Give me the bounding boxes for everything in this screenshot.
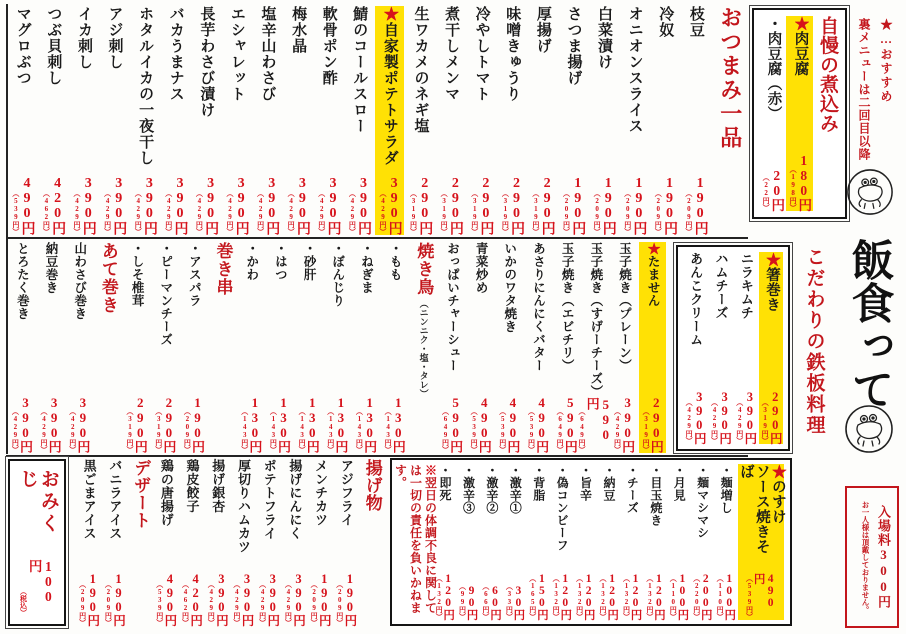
item-name: さつま揚げ: [565, 6, 582, 86]
item-price: 390円 （429円）: [287, 176, 310, 235]
menu-item: [8, 6, 37, 235]
item-price: 490円 （539円）: [155, 571, 177, 626]
menu-item: [295, 242, 322, 453]
item-name: ・ピーマンチーズ: [158, 242, 173, 346]
recommend-note-line2: 裏メニューは二回目以降: [857, 18, 871, 161]
item-name: ・麺マシマシ: [695, 464, 710, 539]
item-price: 130円 （143円）: [384, 395, 406, 453]
item-name: ・かわ: [244, 242, 259, 281]
menu-item: [639, 242, 666, 453]
menu-item: [551, 464, 573, 620]
sauce-yakisoba-box: [390, 458, 792, 626]
otsumami-section-title: おつまみ一品: [717, 6, 743, 150]
item-name: 揚げにんにく: [287, 459, 303, 540]
menu-item: [192, 6, 221, 235]
menu-item: [283, 6, 312, 235]
menu-item: [786, 16, 813, 211]
item-name: 鶏の唐揚げ: [158, 459, 174, 527]
item-name: 枝豆: [687, 6, 704, 38]
item-name: マグロぶつ: [14, 6, 31, 86]
item-price: 290円 （319円）: [409, 176, 433, 235]
item-price: 190円 （209円）: [104, 571, 126, 626]
menu-item: [480, 464, 502, 620]
menu-item: [237, 242, 264, 453]
admission-box: [845, 486, 899, 628]
item-name: ・即死: [438, 464, 453, 502]
menu-item: [8, 242, 35, 453]
menu-item: [650, 6, 679, 235]
item-name: 青菜炒め: [474, 242, 489, 294]
item-price: 390円 （429円）: [134, 176, 157, 235]
menu-item: [759, 252, 783, 444]
menu-item: [102, 459, 127, 626]
menu-item: [130, 6, 159, 235]
item-name: ・砂肝: [302, 242, 317, 281]
item-price: 490円 （539円）: [470, 395, 492, 453]
item-price: 390円 （429円）: [348, 176, 372, 235]
item-name: バカうまナス: [167, 6, 184, 102]
item-price: 120円 （132円）: [575, 572, 595, 620]
teppan-section-title: こだわりの鉄板料理: [803, 247, 825, 436]
item-name: 長芋わさび漬け: [198, 6, 215, 118]
item-price: 590円 （649円）: [441, 395, 464, 453]
nikomi-specialty-box: [752, 8, 847, 219]
menu-item: [256, 459, 281, 626]
item-price: 120円 （132円）: [552, 572, 572, 620]
menu-item: [39, 6, 68, 235]
menu-item: [436, 6, 465, 235]
item-price: 190円 （209円）: [335, 571, 357, 626]
item-price: 60円 （66円）: [481, 583, 501, 620]
item-name: ※翌日の体調不良に関しては一切の責任を負いかねます。: [393, 464, 438, 614]
item-price: 390円 （429円）: [685, 389, 707, 444]
item-price: 420円 （462円）: [42, 176, 66, 235]
item-name: ・目玉焼き: [648, 464, 663, 527]
hashimaki-box: [676, 245, 790, 451]
item-name: 軟骨ポン酢: [320, 6, 337, 86]
menu-item: [691, 464, 713, 620]
menu-item: [574, 464, 596, 620]
item-price: 390円 （429円）: [195, 176, 219, 235]
item-name: ・激辛②: [484, 464, 499, 514]
item-name: おっぱいチャーシュー: [445, 242, 460, 372]
menu-item: [282, 459, 307, 626]
menu-item: [76, 459, 101, 626]
menu-item: [668, 464, 690, 620]
menu-item: [381, 242, 408, 453]
item-name: あんこクリーム: [688, 252, 704, 347]
menu-item: [644, 464, 666, 620]
item-name: エシャレット: [228, 6, 245, 102]
item-name: ・麺増し: [719, 464, 734, 514]
item-name: とろたく巻き: [15, 242, 30, 320]
menu-item: [620, 6, 649, 235]
item-name: 冷奴: [657, 6, 674, 38]
menu-item: [467, 242, 494, 453]
item-name: ★のすけ ソース焼きそば: [737, 464, 786, 554]
item-price: 130円 （143円）: [240, 395, 263, 453]
menu-item: [577, 242, 614, 453]
item-name: ・激辛①: [508, 464, 523, 514]
item-name: 揚げ銀杏: [210, 459, 226, 513]
menu-item: [528, 6, 557, 235]
menu-item: [438, 242, 465, 453]
item-price: 390円 （429円）: [378, 176, 402, 235]
item-price: 90円 （99円）: [458, 583, 478, 620]
menu-item: [467, 6, 496, 235]
admission-fee: 入場料300円: [876, 505, 891, 609]
item-price: 120円 （132円）: [645, 572, 665, 620]
item-name: アジ刺し: [106, 6, 123, 70]
item-name: ★肉豆腐: [792, 16, 809, 76]
menu-item: [180, 242, 207, 453]
otsumami-section: [8, 6, 748, 235]
item-price: 290円 （319円）: [470, 176, 494, 235]
omikuji-name: おみくじ: [17, 469, 59, 535]
item-price: 150円 （165円）: [528, 572, 548, 620]
menu-item: [314, 6, 343, 235]
item-price: 200円 （220円）: [692, 572, 712, 620]
item-name: ニラキムチ: [738, 252, 754, 320]
item-name: 玉子焼き（プレーン）: [617, 242, 632, 372]
menu-item: [457, 464, 479, 620]
item-name: ・ねぎま: [359, 242, 374, 294]
menu-item: [708, 252, 732, 444]
menu-item: [179, 459, 204, 626]
item-name: ・チーズ: [625, 464, 640, 514]
item-price: 180円 （198円）: [789, 152, 812, 211]
menu-item: [323, 242, 350, 453]
section-divider-bottom: [6, 455, 748, 457]
item-price: 390円 （429円）: [11, 395, 33, 453]
menu-item: [681, 6, 710, 235]
item-name: ★箸巻き: [763, 252, 780, 312]
item-price: 390円 （429円）: [232, 571, 255, 626]
menu-item: [553, 242, 580, 453]
menu-item: [307, 459, 332, 626]
menu-item: [621, 464, 643, 620]
menu-item: [37, 242, 64, 453]
item-price: 290円 （319円）: [154, 395, 177, 453]
menu-item: [230, 459, 255, 626]
item-price: 390円 （429円）: [258, 571, 280, 626]
item-price: 130円 （143円）: [355, 395, 378, 453]
menu-item: [714, 464, 736, 620]
nikomi-title: 自慢の煮込み: [816, 16, 838, 133]
item-price: 390円 （429円）: [40, 395, 62, 453]
menu-item: [498, 6, 527, 235]
menu-item: [69, 6, 98, 235]
menu-item: [524, 242, 551, 453]
item-price: 390円 （429円）: [613, 395, 636, 453]
item-name: つぶ貝刺し: [45, 6, 62, 86]
menu-item: [266, 242, 293, 453]
section-heading: [359, 459, 384, 626]
item-price: 130円 （143円）: [298, 395, 320, 453]
item-name: ・肉豆腐（赤）: [765, 16, 782, 121]
frog-logo-icon: [844, 404, 894, 454]
item-name: 巻き串: [213, 242, 233, 296]
item-price: 390円 （429円）: [317, 176, 341, 235]
item-name: あさりにんにくバター: [531, 242, 546, 372]
item-price: 420円 （462円）: [181, 571, 203, 626]
item-name: 鯖のコールスロー: [351, 6, 368, 134]
item-name: ・しそ椎茸: [130, 242, 145, 307]
item-name: いかのワタ焼き: [502, 242, 517, 333]
menu-item: [559, 6, 588, 235]
item-price: 290円 （319円）: [761, 389, 783, 444]
section-heading: [94, 242, 121, 453]
item-name: 鶏皮餃子: [184, 459, 200, 513]
item-price: 390円 （429円）: [103, 176, 127, 235]
section-heading: [209, 242, 236, 453]
item-name: 黒ごまアイス: [81, 459, 97, 540]
item-name: 梅水晶: [290, 6, 307, 54]
item-name: ・激辛③: [461, 464, 476, 514]
menu-item: [100, 6, 129, 235]
menu-item: [151, 242, 178, 453]
item-name: 納豆巻き: [44, 242, 59, 294]
item-price: 30円 （33円）: [505, 583, 525, 620]
item-price: 190円 （209円）: [183, 395, 206, 453]
item-price: 290円 （319円）: [642, 395, 664, 453]
item-price: 490円 （539円）: [11, 176, 35, 235]
menu-item: [738, 464, 784, 620]
item-name: 生ワカメのネギ塩: [412, 6, 429, 134]
item-price: 190円 （209円）: [684, 176, 708, 235]
item-name: 山わさび巻き: [72, 242, 87, 320]
admission-note: お一人様は頂戴しておりません。: [861, 500, 870, 614]
item-name: 玉子焼き（エビチリ）: [560, 242, 575, 372]
menu-item: [406, 6, 435, 235]
item-price: 190円 （209円）: [623, 176, 647, 235]
item-name: 焼き鳥: [414, 242, 434, 296]
item-name: ★自家製ポテトサラダ: [381, 6, 398, 166]
menu-item: [333, 459, 358, 626]
menu-item: [153, 459, 178, 626]
menu-item: [734, 252, 758, 444]
item-name: ホタルイカの一夜干し: [137, 6, 154, 166]
menu-item: [123, 242, 150, 453]
item-name: イカ刺し: [75, 6, 92, 70]
recommend-note: [856, 18, 895, 178]
menu-item: [205, 459, 230, 626]
item-name: 厚切りハムカツ: [235, 459, 251, 554]
menu-item: [375, 6, 404, 235]
menu-item: [589, 6, 618, 235]
restaurant-title: 飯食って: [845, 238, 893, 410]
item-name: ・背脂: [531, 464, 546, 502]
item-price: 120円 （132円）: [622, 572, 642, 620]
item-price: 290円 （319円）: [440, 176, 463, 235]
section-divider-top: [6, 237, 748, 239]
menu-item: [504, 464, 526, 620]
item-name: ★たません: [646, 242, 661, 307]
item-name: ・はつ: [273, 242, 288, 281]
item-name: ・旨辛: [578, 464, 593, 502]
item-price: 390円 （429円）: [256, 176, 280, 235]
item-price: 590円 （649円）: [556, 395, 578, 453]
item-price: 190円 （209円）: [310, 571, 332, 626]
item-price: 190円 （209円）: [654, 176, 677, 235]
fried-and-dessert-section: [76, 459, 384, 626]
item-price: 590円 （649円）: [577, 396, 614, 453]
item-subtext: （ニンニク・塩・タレ）: [418, 299, 429, 398]
item-name: 玉子焼き（すげーチーズ）: [588, 242, 603, 398]
item-price: 290円 （319円）: [126, 395, 148, 453]
item-price: 490円 （539円）: [498, 395, 521, 453]
item-price: 20円 （22円）: [762, 167, 785, 211]
menu-item: [433, 464, 455, 620]
item-name: デザート: [131, 459, 151, 529]
menu-item: [683, 252, 707, 444]
item-price: 390円 （429円）: [164, 176, 188, 235]
item-price: 490円 （539円）: [527, 395, 550, 453]
item-name: ・納豆: [601, 464, 616, 502]
item-name: 白菜漬け: [596, 6, 613, 70]
item-name: ・偽コンビーフ: [555, 464, 570, 552]
item-price: 390円 （429円）: [710, 389, 732, 444]
item-price: 390円 （429円）: [284, 571, 306, 626]
item-name: ハムチーズ: [713, 252, 729, 320]
menu-item: [65, 242, 92, 453]
item-price: 190円 （209円）: [593, 176, 616, 235]
disclaimer-note: [393, 464, 438, 620]
item-price: 130円 （143円）: [326, 395, 349, 453]
omikuji-box: [8, 459, 66, 626]
item-price: 100円 （110円）: [669, 572, 689, 620]
menu-item: [597, 464, 619, 620]
item-name: ・アスパラ: [187, 242, 202, 307]
item-price: 120円 （132円）: [435, 572, 455, 620]
item-price: 390円 （429円）: [68, 395, 91, 453]
item-name: ポテトフライ: [261, 459, 277, 540]
item-name: ・月見: [672, 464, 687, 502]
menu-item: [161, 6, 190, 235]
item-price: 100円 （税込）: [19, 558, 56, 616]
section-heading: [409, 242, 436, 453]
menu-item: [527, 464, 549, 620]
item-price: 390円 （429円）: [73, 176, 96, 235]
item-price: 100円 （110円）: [716, 572, 736, 620]
menu-item: [345, 6, 374, 235]
recommend-note-line1: ★…おすすめ: [879, 18, 893, 104]
item-name: 塩辛山わさび: [259, 6, 276, 102]
menu-item: [610, 242, 637, 453]
item-price: 390円 （429円）: [225, 176, 249, 235]
menu-item: [222, 6, 251, 235]
teppan-items-section: [8, 242, 666, 453]
item-price: 190円 （209円）: [562, 176, 586, 235]
item-name: メンチカツ: [313, 459, 329, 527]
item-name: 冷やしトマト: [473, 6, 490, 102]
menu-item: [352, 242, 379, 453]
item-price: 390円 （429円）: [207, 571, 229, 626]
item-name: 味噌きゅうり: [504, 6, 521, 102]
frog-logo-icon: [846, 168, 894, 216]
item-name: バニラアイス: [107, 459, 123, 540]
item-price: 120円 （132円）: [599, 572, 619, 620]
item-price: 390円 （429円）: [735, 389, 757, 444]
item-name: オニオンスライス: [626, 6, 643, 134]
menu-item: [759, 16, 786, 211]
item-price: 190円 （209円）: [78, 571, 100, 626]
section-heading: [127, 459, 152, 626]
menu-item: [14, 469, 60, 616]
menu-item: [495, 242, 522, 453]
item-price: 290円 （319円）: [501, 176, 525, 235]
item-name: 煮干しメンマ: [443, 6, 460, 102]
item-name: アジフライ: [338, 459, 354, 527]
item-name: 揚げ物: [362, 459, 382, 512]
item-price: 490円 （539円）: [745, 572, 777, 620]
item-price: 130円 （143円）: [269, 395, 292, 453]
item-name: ・ぼんじり: [330, 242, 345, 307]
item-name: 厚揚げ: [534, 6, 551, 54]
item-name: ・もも: [388, 242, 403, 281]
menu-item: [253, 6, 282, 235]
item-price: 290円 （319円）: [531, 176, 555, 235]
item-name: あて巻き: [98, 242, 118, 314]
